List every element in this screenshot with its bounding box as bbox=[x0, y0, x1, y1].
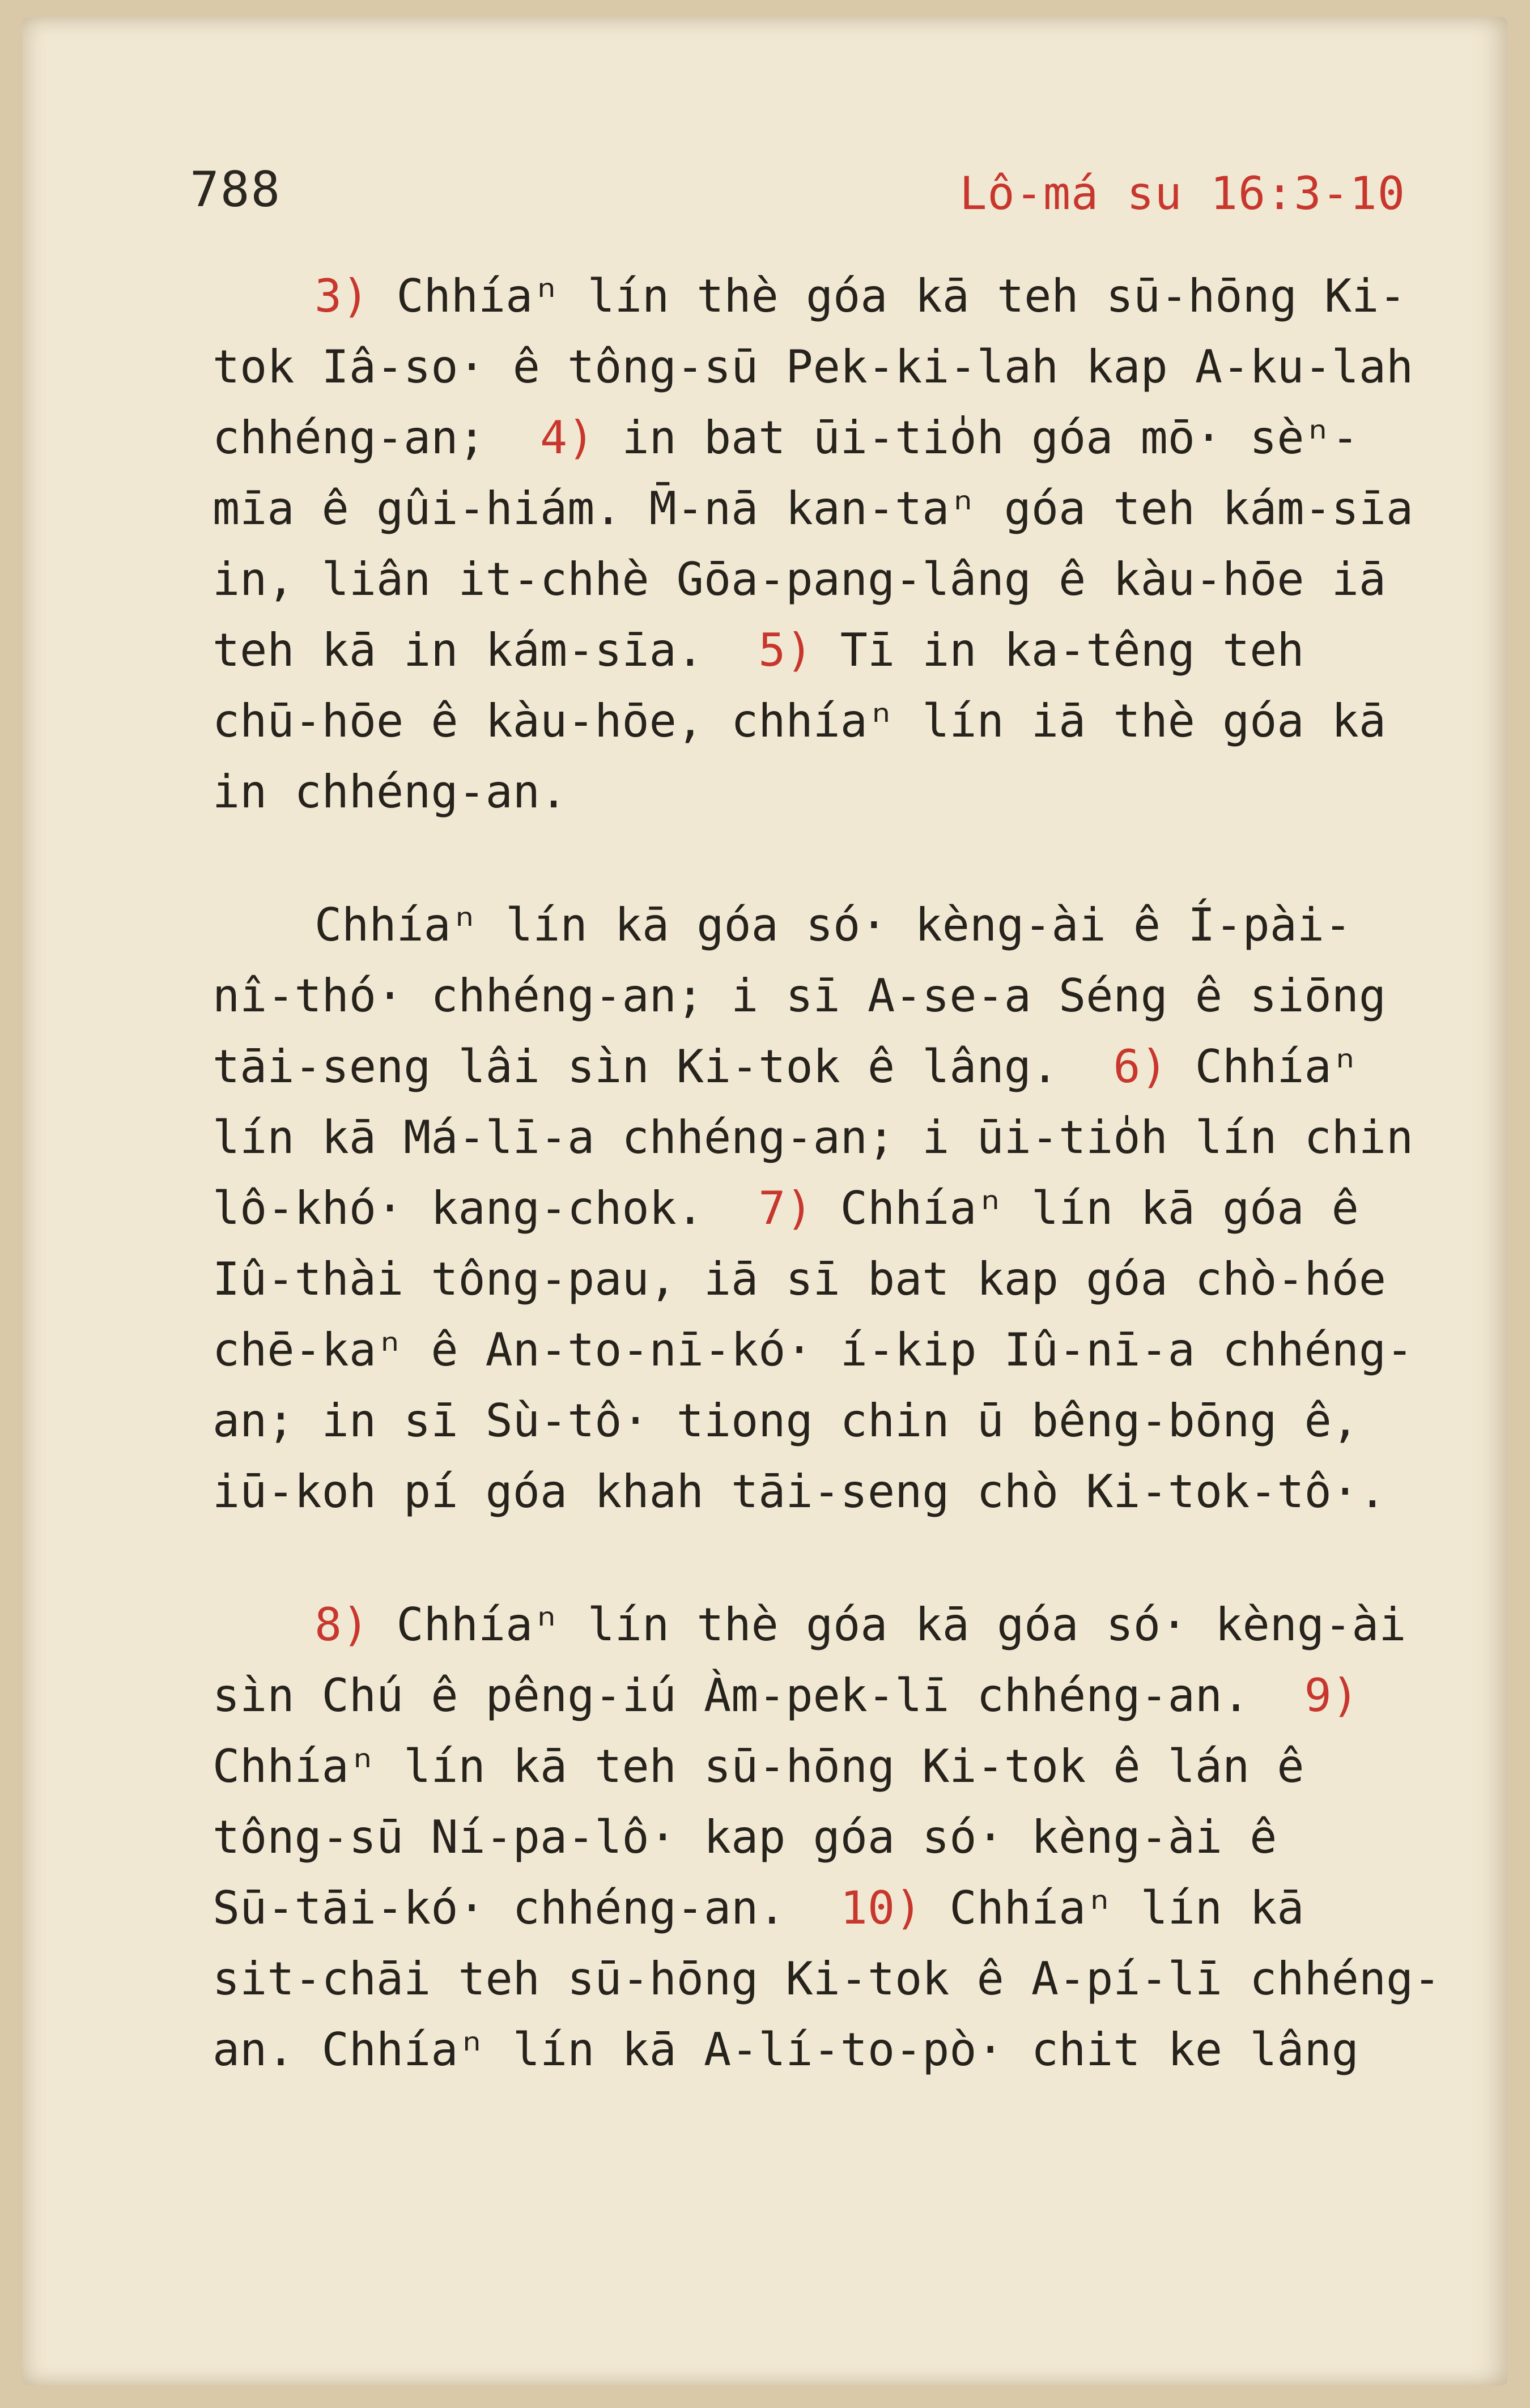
text-line bbox=[212, 1314, 1470, 1385]
text-line bbox=[212, 1031, 1470, 1102]
verse-number: 4) bbox=[539, 411, 595, 464]
verse-text: Chhíaⁿ lín thè góa kā góa só· kèng-ài bbox=[369, 1598, 1406, 1651]
verse-text: Chhíaⁿ lín kā góa ê bbox=[813, 1182, 1359, 1235]
text-line bbox=[212, 2014, 1470, 2085]
text-line bbox=[212, 261, 1470, 331]
verse-number: 6) bbox=[1113, 1040, 1168, 1093]
page-header bbox=[190, 161, 1405, 224]
verse-text: Tī in ka-têng teh bbox=[813, 624, 1304, 677]
paragraph bbox=[212, 1589, 1470, 2085]
page-number: 788 bbox=[190, 161, 282, 218]
text-line bbox=[212, 1589, 1470, 1660]
verse-number: 5) bbox=[758, 624, 813, 677]
verse-text: chē-kaⁿ ê An-to-nī-kó· í-kip Iû-nī-a chhéng- bbox=[212, 1324, 1414, 1376]
verse-text: lô-khó· kang-chok. bbox=[212, 1182, 759, 1235]
verse-text: tông-sū Ní-pa-lô· kap góa só· kèng-ài ê bbox=[212, 1811, 1277, 1864]
text-line bbox=[212, 615, 1470, 686]
text-line bbox=[212, 686, 1470, 756]
text-line bbox=[212, 544, 1470, 615]
verse-number: 10) bbox=[840, 1882, 923, 1934]
text-line bbox=[212, 1873, 1470, 1943]
verse-text: sìn Chú ê pêng-iú Àm-pek-lī chhéng-an. bbox=[212, 1669, 1304, 1722]
text-line bbox=[212, 402, 1470, 473]
text-line bbox=[212, 1102, 1470, 1173]
verse-text: Chhíaⁿ lín thè góa kā teh sū-hōng Ki- bbox=[369, 270, 1406, 322]
verse-text: chū-hōe ê kàu-hōe, chhíaⁿ lín iā thè góa kā bbox=[212, 695, 1387, 747]
verse-text: sit-chāi teh sū-hōng Ki-tok ê A-pí-lī chhéng- bbox=[212, 1952, 1441, 2005]
text-line bbox=[212, 1660, 1470, 1731]
verse-text: teh kā in kám-sīa. bbox=[212, 624, 759, 677]
verse-text: iū-koh pí góa khah tāi-seng chò Ki-tok-tô·. bbox=[212, 1465, 1387, 1518]
text-line bbox=[212, 1943, 1470, 2014]
text-line bbox=[212, 960, 1470, 1031]
text-line bbox=[212, 473, 1470, 544]
text-line bbox=[212, 1456, 1470, 1527]
text-line bbox=[212, 1173, 1470, 1244]
verse-text: in chhéng-an. bbox=[212, 765, 568, 818]
text-line bbox=[212, 1385, 1470, 1456]
page-body bbox=[212, 261, 1470, 2147]
verse-text: Sū-tāi-kó· chhéng-an. bbox=[212, 1882, 840, 1934]
verse-number: 9) bbox=[1304, 1669, 1359, 1722]
verse-text: mīa ê gûi-hiám. M̄-nā kan-taⁿ góa teh kám-sīa bbox=[212, 482, 1414, 535]
verse-text: nî-thó· chhéng-an; i sī A-se-a Séng ê siōng bbox=[212, 969, 1387, 1022]
verse-text: Chhíaⁿ lín kā teh sū-hōng Ki-tok ê lán ê bbox=[212, 1740, 1304, 1793]
verse-text: an. Chhíaⁿ lín kā A-lí-to-pò· chit ke lâng bbox=[212, 2023, 1359, 2076]
verse-number: 8) bbox=[314, 1598, 369, 1651]
verse-number: 7) bbox=[758, 1182, 813, 1235]
verse-text: Chhíaⁿ lín kā bbox=[922, 1882, 1304, 1934]
verse-text: Chhíaⁿ bbox=[1167, 1040, 1359, 1093]
verse-text: in, liân it-chhè Gōa-pang-lâng ê kàu-hōe iā bbox=[212, 553, 1387, 606]
paragraph bbox=[212, 261, 1470, 827]
text-line bbox=[212, 756, 1470, 827]
verse-text: tok Iâ-so· ê tông-sū Pek-ki-lah kap A-ku-lah bbox=[212, 341, 1414, 393]
paragraph bbox=[212, 890, 1470, 1527]
verse-text: lín kā Má-lī-a chhéng-an; i ūi-tio̍h lín chin bbox=[212, 1111, 1414, 1164]
verse-text: Iû-thài tông-pau, iā sī bat kap góa chò-hóe bbox=[212, 1253, 1387, 1305]
verse-text: chhéng-an; bbox=[212, 411, 540, 464]
verse-text: tāi-seng lâi sìn Ki-tok ê lâng. bbox=[212, 1040, 1114, 1093]
book-page bbox=[23, 17, 1507, 2385]
verse-text: Chhíaⁿ lín kā góa só· kèng-ài ê Í-pài- bbox=[314, 899, 1352, 951]
text-line bbox=[212, 1244, 1470, 1314]
running-head: Lô-má su 16:3-10 bbox=[959, 167, 1405, 220]
verse-number: 3) bbox=[314, 270, 369, 322]
verse-text: in bat ūi-tio̍h góa mō· sèⁿ- bbox=[594, 411, 1359, 464]
text-line bbox=[212, 1731, 1470, 1802]
verse-text: an; in sī Sù-tô· tiong chin ū bêng-bōng ê, bbox=[212, 1394, 1359, 1447]
text-line bbox=[212, 1802, 1470, 1873]
text-line bbox=[212, 890, 1470, 960]
text-line bbox=[212, 331, 1470, 402]
